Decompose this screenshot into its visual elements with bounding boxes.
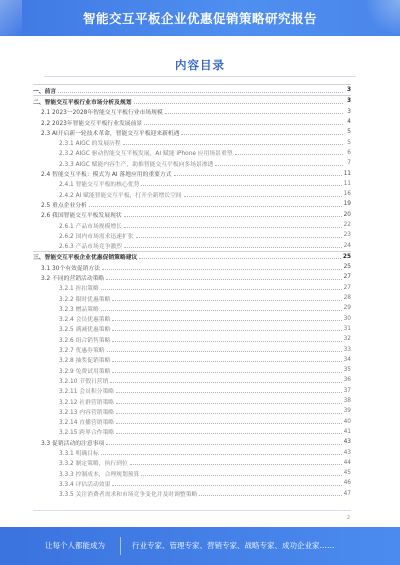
footer-slogan-right: 行业专家、管理专家、营销专家、战略专家、成功企业家…… [132, 541, 335, 550]
toc-entry-label: 3.2.6 组合销售策略 [59, 337, 111, 344]
toc-entry-page: 30 [343, 315, 351, 322]
toc-entry-label: 2.6.1 产品市场规模增长 [59, 223, 122, 230]
toc-dot-leader [235, 154, 343, 155]
toc-dot-leader [112, 361, 341, 362]
toc-entry-page: 27 [343, 284, 351, 291]
toc-entry[interactable] [33, 107, 351, 117]
toc-entry[interactable] [33, 468, 351, 478]
toc-entry-page: 6 [347, 149, 351, 156]
toc-entry-page: 5 [347, 139, 351, 146]
toc-entry-label: 一、前言 [33, 88, 57, 95]
toc-entry-page: 38 [343, 398, 351, 405]
toc-dot-leader [106, 444, 341, 445]
toc-dot-leader [110, 382, 341, 383]
toc-entry-label: 2.3.1 AIGC 的发展历程 [59, 141, 121, 148]
toc-entry-label: 3.2.15 跨界合作策略 [59, 430, 115, 437]
toc-entry-page: 31 [343, 325, 351, 332]
toc-dot-leader [116, 392, 342, 393]
page-number: 2 [346, 515, 350, 521]
toc-dot-leader [124, 216, 342, 217]
toc-entry[interactable] [33, 127, 351, 137]
toc-entry[interactable] [33, 386, 351, 396]
toc-entry-label: 3.2.9 免费试用策略 [59, 368, 111, 375]
toc-entry-page: 41 [343, 428, 351, 435]
toc-entry[interactable] [33, 199, 351, 209]
toc-entry-page: 25 [342, 253, 351, 260]
toc-entry-label: 2.4 智能交互平板：模式为 AI 落地应用的重要方式 [41, 172, 172, 179]
toc-title-divider [44, 76, 356, 77]
toc-entry-label: 3.2.10 节假日营销 [59, 378, 109, 385]
toc-dot-leader [199, 495, 341, 496]
toc-entry[interactable] [33, 406, 351, 416]
toc-entry-page: 29 [343, 305, 351, 312]
toc-dot-leader [112, 300, 341, 301]
toc-entry-label: 3.2.2 限时优惠策略 [59, 296, 111, 303]
toc-dot-leader [112, 341, 341, 342]
toc-entry[interactable] [33, 283, 351, 293]
toc-entry-label: 3.3.4 评估活动效果 [59, 481, 111, 488]
toc-entry[interactable] [33, 314, 351, 324]
toc-entry-page: 37 [343, 387, 351, 394]
toc-dot-leader [141, 185, 341, 186]
toc-entry[interactable] [33, 168, 351, 178]
toc-entry-page: 4 [347, 119, 351, 126]
table-of-contents [33, 84, 351, 499]
toc-entry-label: 3.3.3 控制成本，合理规划预算 [59, 471, 140, 478]
toc-entry[interactable] [33, 251, 351, 262]
toc-entry-label: 2.3 AI开启新一轮技术革命，智能交互平板迎来新机遇 [41, 130, 180, 137]
toc-entry[interactable] [33, 272, 351, 282]
toc-entry-page: 11 [343, 180, 351, 187]
toc-dot-leader [101, 289, 342, 290]
toc-entry-page: 22 [343, 222, 351, 228]
toc-entry-label: 3.2.8 抽奖促销策略 [59, 358, 111, 365]
toc-entry-page: 43 [343, 449, 351, 456]
toc-entry-page: 11 [343, 170, 351, 177]
toc-entry[interactable] [33, 324, 351, 334]
toc-entry[interactable] [33, 189, 351, 199]
toc-entry[interactable] [33, 303, 351, 313]
toc-entry-page: 3 [346, 87, 351, 94]
toc-entry[interactable] [33, 179, 351, 189]
toc-entry[interactable] [33, 375, 351, 385]
toc-dot-leader [215, 165, 343, 166]
toc-dot-leader [112, 372, 341, 373]
toc-entry-page: 28 [343, 295, 351, 302]
footer-separator [120, 537, 121, 555]
toc-entry[interactable] [33, 458, 351, 468]
toc-dot-leader [139, 258, 341, 259]
toc-dot-leader [123, 144, 343, 145]
toc-entry[interactable] [33, 427, 351, 437]
toc-entry[interactable] [33, 210, 351, 220]
toc-entry[interactable] [33, 95, 351, 106]
toc-entry[interactable] [33, 137, 351, 147]
toc-entry-page: 7 [347, 160, 351, 167]
toc-entry[interactable] [33, 158, 351, 168]
toc-entry[interactable] [33, 417, 351, 427]
toc-entry[interactable] [33, 344, 351, 354]
toc-entry-label: 2.6.3 产品市场竞争激烈 [59, 244, 122, 251]
toc-entry-page: 35 [343, 367, 351, 374]
toc-entry-label: 2.5 重点企业分析 [41, 202, 87, 209]
toc-entry-page: 33 [343, 346, 351, 353]
toc-entry-label: 3.2.13 内容营销策略 [59, 409, 115, 416]
toc-entry-label: 3.3.1 明确目标 [59, 451, 99, 458]
toc-entry-label: 二、智能交互平板行业市场分析及规划 [33, 99, 132, 106]
toc-entry[interactable] [33, 334, 351, 344]
toc-dot-leader [112, 485, 341, 486]
toc-dot-leader [116, 433, 342, 434]
toc-dot-leader [181, 134, 343, 135]
toc-entry-label: 3.1 30个有效促销方法 [41, 265, 101, 272]
toc-entry-label: 3.3.5 关注消费者需求和市场竞争变化并及时调整策略 [59, 492, 198, 499]
toc-entry[interactable] [33, 489, 351, 499]
toc-entry-label: 3.3 促销活动的注意事项 [41, 440, 105, 447]
toc-dot-leader [116, 403, 342, 404]
toc-entry-label: 2.2 2023年智能交互平板行业发展前景 [41, 120, 143, 127]
toc-dot-leader [102, 269, 342, 270]
toc-entry-label: 3.2.11 会员积分策略 [59, 389, 115, 396]
toc-entry-page: 16 [343, 191, 351, 198]
toc-entry[interactable] [33, 117, 351, 127]
toc-dot-leader [112, 330, 341, 331]
toc-entry-label: 2.6 我国智能交互平板发展现状 [41, 213, 122, 220]
toc-entry-label: 3.2.3 赠品策略 [59, 306, 99, 313]
toc-entry[interactable] [33, 447, 351, 457]
footer-slogan-left: 让每个人都能成为 [45, 541, 105, 550]
toc-entry-page: 24 [343, 242, 351, 249]
toc-entry-label: 2.3.2 AIGC 驱动智能交互平板发展，AI 赋能 iPhone 应用场景重塑 [59, 151, 233, 158]
toc-entry-label: 3.2.4 会员优惠策略 [59, 317, 111, 324]
toc-dot-leader [134, 103, 343, 104]
toc-entry-label: 2.4.1 智能交互平板的核心优势 [59, 182, 140, 189]
toc-dot-leader [124, 227, 342, 228]
toc-dot-leader [101, 454, 342, 455]
toc-entry-label: 3.2 不同的营销活动策略 [41, 275, 105, 282]
toc-title: 内容目录 [175, 58, 225, 72]
report-title: 智能交互平板企业优惠促销策略研究报告 [82, 11, 317, 26]
toc-dot-leader [112, 320, 341, 321]
content-bottom-divider [33, 510, 351, 511]
toc-entry-page: 36 [343, 377, 351, 384]
toc-entry[interactable] [33, 478, 351, 488]
toc-entry-page: 39 [343, 408, 351, 415]
toc-entry-page: 43 [343, 439, 351, 446]
toc-dot-leader [130, 464, 342, 465]
page-footer [0, 527, 400, 565]
toc-dot-leader [141, 475, 341, 476]
toc-entry[interactable] [33, 230, 351, 240]
toc-entry-page: 32 [343, 336, 351, 343]
toc-entry-page: 19 [343, 201, 351, 208]
toc-entry-page: 20 [343, 211, 351, 218]
toc-dot-leader [124, 247, 342, 248]
toc-entry-label: 3.2.7 优惠券策略 [59, 348, 105, 355]
toc-entry-page: 44 [343, 459, 351, 466]
toc-dot-leader [116, 413, 342, 414]
toc-entry-page: 34 [343, 356, 351, 363]
toc-dot-leader [106, 279, 341, 280]
toc-dot-leader [144, 124, 343, 125]
toc-entry-label: 2.3.3 AIGC 赋能内容生产，助推智能交互平板向多场景渗透 [59, 161, 214, 168]
toc-entry[interactable] [33, 365, 351, 375]
toc-dot-leader [58, 92, 343, 93]
toc-entry-page: 40 [343, 418, 351, 425]
toc-dot-leader [136, 237, 342, 238]
toc-entry-page: 25 [343, 264, 351, 271]
toc-entry[interactable] [33, 355, 351, 365]
toc-dot-leader [184, 196, 342, 197]
toc-dot-leader [116, 423, 342, 424]
toc-entry-page: 27 [343, 274, 351, 281]
toc-entry[interactable] [33, 84, 351, 95]
toc-entry[interactable] [33, 220, 351, 230]
toc-entry-label: 3.2.1 折扣策略 [59, 286, 99, 293]
toc-entry-page: 45 [343, 470, 351, 477]
toc-entry-page: 46 [343, 480, 351, 487]
toc-entry-label: 2.4.2 AI 赋能智能交互平板，打开全新增长空间 [59, 192, 182, 199]
toc-entry-page: 5 [347, 129, 351, 136]
toc-dot-leader [89, 206, 342, 207]
toc-entry-label: 2.1 2023一2028年智能交互平板行业市场规模 [41, 110, 163, 117]
toc-dot-leader [165, 113, 343, 114]
toc-entry[interactable] [33, 262, 351, 272]
toc-entry-page: 3 [346, 98, 351, 105]
toc-entry-page: 47 [343, 490, 351, 497]
toc-entry[interactable] [33, 240, 351, 250]
toc-entry-label: 3.2.5 满减优惠策略 [59, 327, 111, 334]
toc-dot-leader [174, 175, 342, 176]
toc-entry-label: 3.3.2 制定策略，执行到位 [59, 461, 128, 468]
page-header [0, 0, 400, 36]
toc-entry[interactable] [33, 293, 351, 303]
toc-entry[interactable] [33, 396, 351, 406]
toc-entry[interactable] [33, 148, 351, 158]
toc-entry[interactable] [33, 437, 351, 447]
toc-entry-page: 23 [343, 232, 351, 239]
toc-entry-page: 3 [347, 108, 351, 115]
toc-entry-label: 2.6.2 国内市场需求迅速扩张 [59, 233, 134, 240]
toc-entry-label: 3.2.14 直播营销策略 [59, 420, 115, 427]
toc-entry-label: 三、智能交互平板企业优惠促销策略建议 [33, 255, 138, 262]
toc-dot-leader [107, 351, 342, 352]
toc-entry-label: 3.2.12 社群营销策略 [59, 399, 115, 406]
toc-dot-leader [101, 310, 342, 311]
